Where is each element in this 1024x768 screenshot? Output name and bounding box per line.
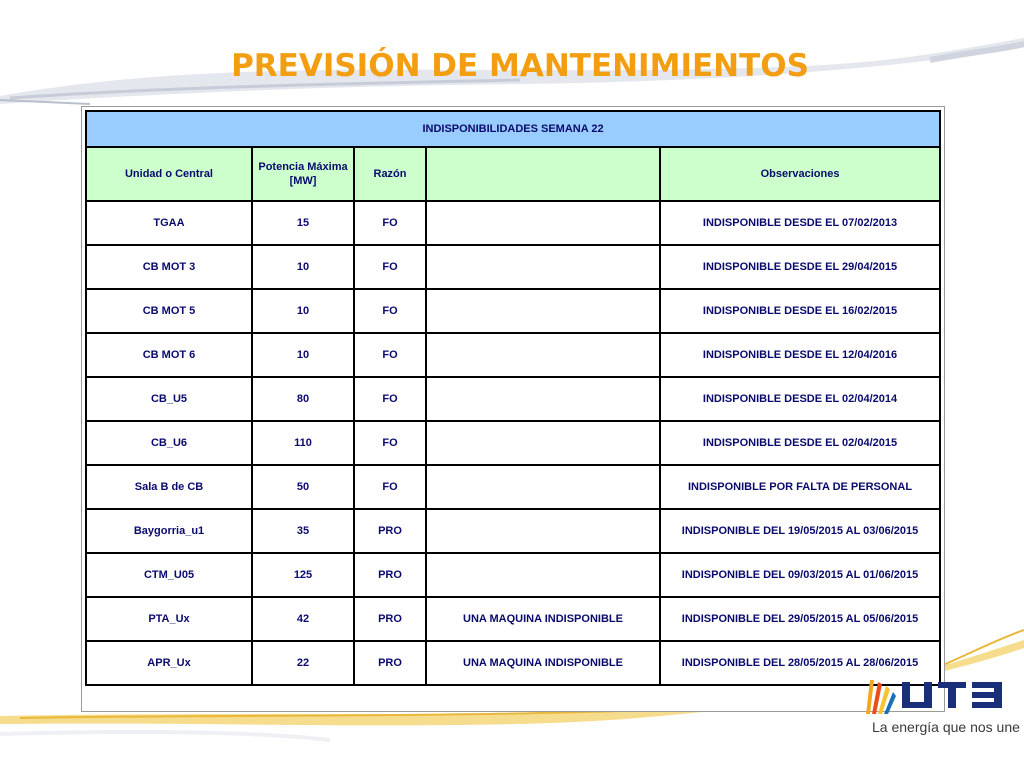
cell-power: 10 bbox=[252, 333, 354, 377]
cell-reason: PRO bbox=[354, 509, 426, 553]
cell-extra bbox=[426, 465, 660, 509]
table-row bbox=[86, 377, 940, 421]
table-row bbox=[86, 201, 940, 245]
cell-unit: PTA_Ux bbox=[86, 597, 252, 641]
cell-reason: FO bbox=[354, 421, 426, 465]
table-row bbox=[86, 641, 940, 685]
cell-extra bbox=[426, 553, 660, 597]
cell-notes: INDISPONIBLE DESDE EL 02/04/2015 bbox=[660, 421, 940, 465]
cell-unit: CB MOT 5 bbox=[86, 289, 252, 333]
footer-tagline: La energía que nos une bbox=[872, 719, 1020, 735]
cell-power: 35 bbox=[252, 509, 354, 553]
cell-notes: INDISPONIBLE DESDE EL 29/04/2015 bbox=[660, 245, 940, 289]
cell-power: 10 bbox=[252, 289, 354, 333]
maintenance-table-frame bbox=[81, 106, 945, 712]
header-reason: Razón bbox=[354, 147, 426, 201]
header-blank bbox=[426, 147, 660, 201]
ute-logo bbox=[866, 676, 1016, 716]
cell-reason: FO bbox=[354, 465, 426, 509]
cell-notes: INDISPONIBLE DESDE EL 16/02/2015 bbox=[660, 289, 940, 333]
cell-notes: INDISPONIBLE DEL 29/05/2015 AL 05/06/2015 bbox=[660, 597, 940, 641]
cell-extra bbox=[426, 201, 660, 245]
header-power: Potencia Máxima [MW] bbox=[252, 147, 354, 201]
table-row bbox=[86, 333, 940, 377]
table-row bbox=[86, 597, 940, 641]
cell-extra bbox=[426, 421, 660, 465]
cell-notes: INDISPONIBLE DESDE EL 02/04/2014 bbox=[660, 377, 940, 421]
table-row bbox=[86, 421, 940, 465]
cell-extra bbox=[426, 377, 660, 421]
cell-reason: PRO bbox=[354, 641, 426, 685]
cell-reason: FO bbox=[354, 245, 426, 289]
cell-reason: FO bbox=[354, 289, 426, 333]
table-row bbox=[86, 465, 940, 509]
cell-unit: CB MOT 6 bbox=[86, 333, 252, 377]
cell-extra bbox=[426, 245, 660, 289]
cell-notes: INDISPONIBLE DESDE EL 12/04/2016 bbox=[660, 333, 940, 377]
cell-reason: PRO bbox=[354, 597, 426, 641]
cell-reason: PRO bbox=[354, 553, 426, 597]
table-row bbox=[86, 553, 940, 597]
cell-unit: APR_Ux bbox=[86, 641, 252, 685]
cell-unit: CTM_U05 bbox=[86, 553, 252, 597]
cell-notes: INDISPONIBLE DEL 09/03/2015 AL 01/06/2015 bbox=[660, 553, 940, 597]
cell-reason: FO bbox=[354, 333, 426, 377]
cell-reason: FO bbox=[354, 377, 426, 421]
cell-extra bbox=[426, 509, 660, 553]
cell-power: 42 bbox=[252, 597, 354, 641]
cell-unit: Sala B de CB bbox=[86, 465, 252, 509]
table-row bbox=[86, 289, 940, 333]
cell-reason: FO bbox=[354, 201, 426, 245]
header-unit: Unidad o Central bbox=[86, 147, 252, 201]
cell-unit: CB MOT 3 bbox=[86, 245, 252, 289]
cell-notes: INDISPONIBLE DESDE EL 07/02/2013 bbox=[660, 201, 940, 245]
cell-power: 125 bbox=[252, 553, 354, 597]
cell-power: 110 bbox=[252, 421, 354, 465]
page-title: PREVISIÓN DE MANTENIMIENTOS bbox=[231, 48, 809, 84]
cell-unit: CB_U5 bbox=[86, 377, 252, 421]
cell-extra: UNA MAQUINA INDISPONIBLE bbox=[426, 597, 660, 641]
cell-unit: Baygorria_u1 bbox=[86, 509, 252, 553]
cell-extra bbox=[426, 289, 660, 333]
cell-notes: INDISPONIBLE DEL 19/05/2015 AL 03/06/2015 bbox=[660, 509, 940, 553]
maintenance-table bbox=[85, 110, 941, 686]
cell-unit: TGAA bbox=[86, 201, 252, 245]
cell-power: 80 bbox=[252, 377, 354, 421]
cell-notes: INDISPONIBLE POR FALTA DE PERSONAL bbox=[660, 465, 940, 509]
cell-extra bbox=[426, 333, 660, 377]
cell-notes: INDISPONIBLE DEL 28/05/2015 AL 28/06/2015 bbox=[660, 641, 940, 685]
table-row bbox=[86, 509, 940, 553]
cell-unit: CB_U6 bbox=[86, 421, 252, 465]
cell-power: 50 bbox=[252, 465, 354, 509]
header-notes: Observaciones bbox=[660, 147, 940, 201]
table-row bbox=[86, 245, 940, 289]
cell-power: 22 bbox=[252, 641, 354, 685]
table-caption: INDISPONIBILIDADES SEMANA 22 bbox=[86, 111, 940, 147]
cell-power: 10 bbox=[252, 245, 354, 289]
cell-power: 15 bbox=[252, 201, 354, 245]
cell-extra: UNA MAQUINA INDISPONIBLE bbox=[426, 641, 660, 685]
